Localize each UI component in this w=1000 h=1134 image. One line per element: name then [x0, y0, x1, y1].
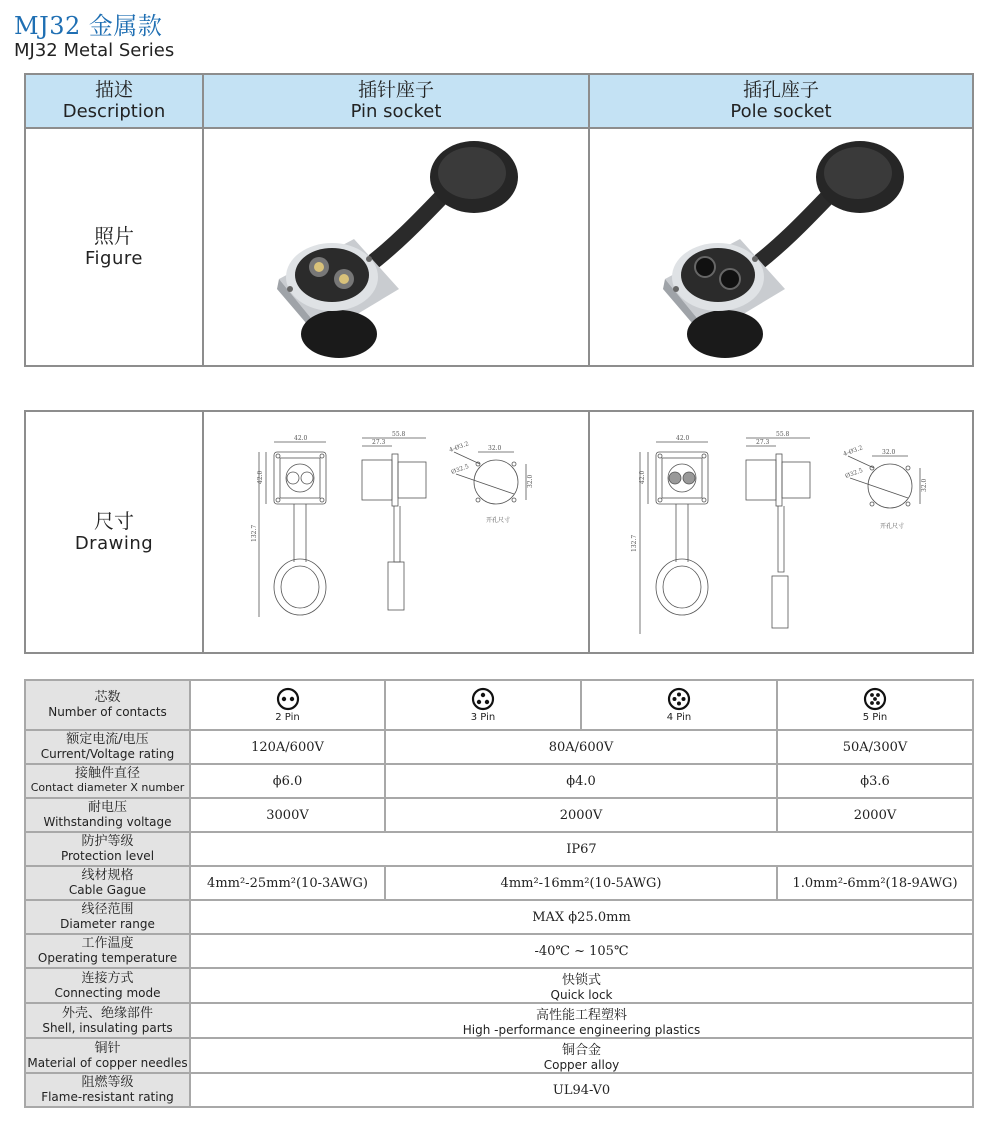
table-row: [25, 1073, 973, 1107]
cable-2pin: 4mm²-25mm²(10-3AWG): [190, 866, 385, 900]
pole-socket-drawing: [589, 411, 973, 653]
contacts-2pin: 2 Pin: [190, 680, 385, 730]
shell-label: 外壳、绝缘部件 Shell, insulating parts: [25, 1003, 190, 1038]
cable-3-4pin: 4mm²-16mm²(10-5AWG): [385, 866, 777, 900]
protection-value: IP67: [190, 832, 973, 866]
rating-label: 额定电流/电压 Current/Voltage rating: [25, 730, 190, 764]
contacts-4pin: 4 Pin: [581, 680, 777, 730]
pin-socket-photo: [203, 128, 589, 366]
dim-h42: 42.0: [639, 470, 646, 484]
dim-h1327: 132.7: [631, 534, 638, 552]
dim-d32b: 32.0: [921, 478, 928, 492]
temperature-value: -40℃ ~ 105℃: [190, 934, 973, 968]
cable-label: 线材规格 Cable Gague: [25, 866, 190, 900]
hole-note: 开孔尺寸: [486, 517, 511, 524]
pin-socket-drawing: [203, 411, 589, 653]
header-pin-socket: 插针座子 Pin socket: [203, 74, 589, 128]
withstanding-label: 耐电压 Withstanding voltage: [25, 798, 190, 832]
dim-d32a: 32.0: [882, 449, 896, 456]
dim-w42: 42.0: [294, 435, 308, 442]
dim-h42: 42.0: [257, 470, 264, 484]
hole-note: 开孔尺寸: [880, 523, 905, 530]
3-pin-icon: [471, 687, 495, 711]
table-row: [25, 680, 973, 730]
table-row: [25, 866, 973, 900]
dim-w42: 42.0: [676, 435, 690, 442]
pin-socket-drawing-image: [204, 412, 590, 652]
2-pin-icon: [276, 687, 300, 711]
rating-value-3-4pin: 80A/600V: [385, 730, 777, 764]
needles-label: 铜针 Material of copper needles: [25, 1038, 190, 1073]
table-row: [25, 934, 973, 968]
spec-table: [24, 679, 974, 1108]
needles-value: 铜合金 Copper alloy: [190, 1038, 973, 1073]
table-row: [25, 798, 973, 832]
figure-label: 照片 Figure: [25, 128, 203, 366]
dim-d32a: 32.0: [488, 445, 502, 452]
connecting-value: 快锁式 Quick lock: [190, 968, 973, 1003]
contacts-3pin: 3 Pin: [385, 680, 581, 730]
dim-r321: 4-Ø3.2: [842, 444, 864, 458]
contact-diameter-label: 接触件直径 Contact diameter X number: [25, 764, 190, 798]
table-row: [25, 730, 973, 764]
table-row: [25, 900, 973, 934]
dim-d273: 27.3: [372, 439, 386, 446]
withstanding-3-4pin: 2000V: [385, 798, 777, 832]
table-row: [25, 1003, 973, 1038]
flame-value: UL94-V0: [190, 1073, 973, 1107]
withstanding-2pin: 3000V: [190, 798, 385, 832]
dim-d558: 55.8: [776, 431, 790, 438]
rating-value-2pin: 120A/600V: [190, 730, 385, 764]
cable-5pin: 1.0mm²-6mm²(18-9AWG): [777, 866, 973, 900]
rating-value-5pin: 50A/300V: [777, 730, 973, 764]
page-title-cn: MJ32 金属款: [14, 12, 163, 40]
figure-table: [24, 73, 974, 367]
table-row: [25, 764, 973, 798]
shell-value: 高性能工程塑料 High -performance engineering plastics: [190, 1003, 973, 1038]
dim-d558: 55.8: [392, 431, 406, 438]
drawing-label: 尺寸 Drawing: [25, 411, 203, 653]
dim-h1327: 132.7: [251, 524, 258, 542]
temperature-label: 工作温度 Operating temperature: [25, 934, 190, 968]
header-pole-socket: 插孔座子 Pole socket: [589, 74, 973, 128]
dim-d273: 27.3: [756, 439, 770, 446]
table-row: [25, 968, 973, 1003]
contacts-label: 芯数 Number of contacts: [25, 680, 190, 730]
table-row: [25, 1038, 973, 1073]
pole-socket-drawing-image: [590, 412, 974, 652]
pole-socket-photo-image: [590, 129, 974, 365]
header-description: 描述 Description: [25, 74, 203, 128]
contact-diameter-5pin: ϕ3.6: [777, 764, 973, 798]
dim-r325: Ø32.5: [450, 463, 470, 476]
table-row: [25, 832, 973, 866]
contacts-5pin: 5 Pin: [777, 680, 973, 730]
connecting-label: 连接方式 Connecting mode: [25, 968, 190, 1003]
contact-diameter-3-4pin: ϕ4.0: [385, 764, 777, 798]
withstanding-5pin: 2000V: [777, 798, 973, 832]
diameter-range-value: MAX ϕ25.0mm: [190, 900, 973, 934]
protection-label: 防护等级 Protection level: [25, 832, 190, 866]
pole-socket-photo: [589, 128, 973, 366]
5-pin-icon: [863, 687, 887, 711]
page-title-en: MJ32 Metal Series: [14, 40, 175, 61]
dim-d32b: 32.0: [527, 474, 534, 488]
flame-label: 阻燃等级 Flame-resistant rating: [25, 1073, 190, 1107]
dim-r325: Ø32.5: [844, 467, 864, 480]
drawing-table: [24, 410, 974, 654]
pin-socket-photo-image: [204, 129, 590, 365]
diameter-range-label: 线径范围 Diameter range: [25, 900, 190, 934]
contact-diameter-2pin: ϕ6.0: [190, 764, 385, 798]
dim-r321: 4-Ø3.2: [448, 440, 470, 454]
4-pin-icon: [667, 687, 691, 711]
